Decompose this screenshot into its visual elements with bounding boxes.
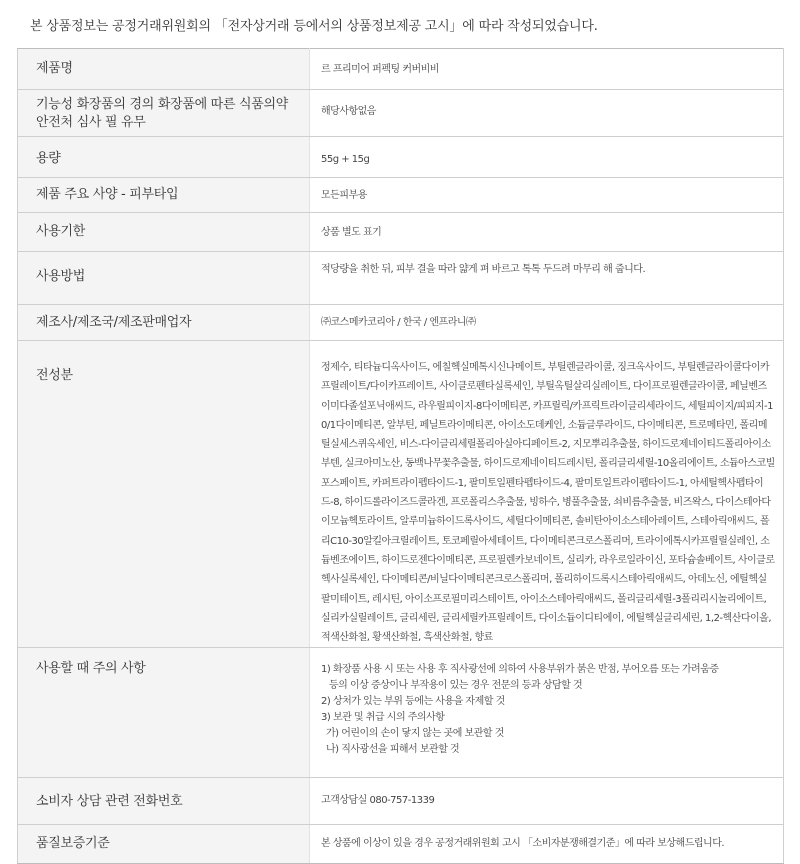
row-value-cell	[310, 778, 784, 825]
row-label-cell	[18, 825, 310, 864]
table-row-contact	[18, 778, 784, 825]
row-value-cell	[310, 648, 784, 778]
table-row-ingredients	[18, 341, 784, 648]
row-value-cell	[310, 213, 784, 252]
row-label: 제품명	[36, 61, 73, 76]
row-value-cell	[310, 137, 784, 178]
caution-line: 등의 이상 증상이나 부작용이 있는 경우 전문의 등과 상담할 것	[329, 680, 583, 692]
row-label: 소비자 상담 관련 전화번호	[36, 794, 183, 810]
row-value: 모든피부용	[321, 190, 367, 201]
row-value: 본 상품에 이상이 있을 경우 공정거래위원회 고시 「소비자분쟁해결기준」에 따라 보상해드립니다.	[321, 838, 725, 850]
row-label-cell	[18, 778, 310, 825]
table-row-capacity	[18, 137, 784, 178]
row-label: 제품 주요 사양 - 피부타입	[36, 187, 179, 202]
row-value-cell	[310, 178, 784, 213]
row-label-cell	[18, 252, 310, 305]
row-label: 제조사/제조국/제조판매업자	[36, 315, 192, 330]
table-row-expiry	[18, 213, 784, 252]
row-value: 적당량을 취한 뒤, 피부 결을 따라 얇게 펴 바르고 톡톡 두드려 마무리 해 줍니다.	[321, 264, 646, 275]
row-label-cell	[18, 341, 310, 648]
row-label: 사용할 때 주의 사항	[36, 661, 146, 677]
row-label: 용량	[36, 151, 61, 166]
table-row-warranty	[18, 825, 784, 864]
row-label-cell	[18, 49, 310, 90]
table-row-product-name	[18, 49, 784, 90]
row-label-cell	[18, 90, 310, 137]
row-label: 기능성 화장품의 경의 화장품에 따른 식품의약 안전처 심사 필 유무	[36, 97, 289, 130]
caution-line: 가) 어린이의 손이 닿지 않는 곳에 보관할 것	[326, 728, 504, 740]
table-row-usage	[18, 252, 784, 305]
row-label: 품질보증기준	[36, 836, 110, 852]
table-row-functional-cosmetic	[18, 90, 784, 137]
caution-line: 1) 화장품 사용 시 또는 사용 후 직사광선에 의하여 사용부위가 붉은 반점, 부어오름 또는 가려움증	[321, 664, 719, 676]
row-value: 상품 별도 표기	[321, 227, 382, 238]
row-value: 고객상담실 080-757-1339	[321, 795, 435, 807]
caution-line: 2) 상처가 있는 부위 등에는 사용을 자제할 것	[321, 696, 505, 708]
notice-text: 본 상품정보는 공정거래위원회의 「전자상거래 등에서의 상품정보제공 고시」에 따라 작성되었습니다.	[30, 19, 598, 34]
row-label-cell	[18, 305, 310, 341]
row-value-cell	[310, 305, 784, 341]
row-value-cell	[310, 825, 784, 864]
row-value: 55g + 15g	[321, 154, 370, 165]
row-label-cell	[18, 178, 310, 213]
row-label-cell	[18, 137, 310, 178]
row-label-cell	[18, 648, 310, 778]
table-row-manufacturer	[18, 305, 784, 341]
row-value-cell	[310, 49, 784, 90]
ingredients-text: 정제수, 티타늄디옥사이드, 에칠헥실메톡시신나메이트, 부틸렌글라이콜, 징크옥사이드, 부틸렌글라이콜다이카프릴레이트/다이카프레이트, 사이클로펜타실록세인, 부틸옥틸살리실레이트, 다이프로필렌글라이콜, 페닐벤즈이미다졸설포닉애씨드, 라우릴피이지-8다이메티콘, 카프릴릭/카프릭트라이글리세라이드, 세틸피이지/피피지-10/1다이메티콘, 알부틴, 페닐트라이메티콘, 아이소도데케인, 소듐글루라이드, 다이메티콘, 트로메타민, 폴리메틸실세스퀴옥세인, 비스-다이글리세릴폴리아실아디페이트-2, 지모뿌리추출물, 하이드로제네이티드폴리아이소부텐, 실크아미노산, 동백나무꽃추출물, 하이드로제네이티드레시틴, 폴리글리세릴-10올리에이트, 소듐아스코빌포스페이트, 카퍼트라이펩타이드-1, 팔미토일펜타펩타이드-4, 팔미토일트라이펩타이드-1, 아세틸헥사펩타이드-8, 하이드롤라이즈드콜라겐, 프로폴리스추출물, 빙하수, 병풀추출물, 쇠비름추출물, 비즈왁스, 다이스테아다이모늄헥토라이트, 알루미늄하이드록사이드, 세틸다이메티콘, 솔비탄아이소스테아레이트, 스테아릭애씨드, 폴리C10-30알킬아크릴레이트, 토코페릴아세테이트, 다이메티콘크로스폴리머, 트라이에톡시카프릴릴실레인, 소듐벤조에이트, 하이드로젠다이메티콘, 프로필렌카보네이트, 실리카, 라우로일라이신, 포타슘솔베이트, 사이클로헥사실록세인, 다이메티콘/비닐다이메티콘크로스폴리머, 폴리하이드록시스테아릭애씨드, 아데노신, 에틸헥실팔미테이트, 레시틴, 아이소프로필미리스테이트, 아이소스테아릭애씨드, 폴리글리세릴-3폴리리시놀리에이트, 실리카실릴레이트, 글리세린, 글리세릴카프릴레이트, 다이소듐이디티에이, 에틸헥실글리세린, 1,2-헥산다이올, 적색산화철, 황색산화철, 흑색산화철, 향료	[321, 362, 775, 644]
caution-line: 나) 직사광선을 피해서 보관할 것	[326, 744, 460, 756]
table-row-skin-type	[18, 178, 784, 213]
row-label: 전성분	[36, 368, 73, 383]
row-value-cell	[310, 341, 784, 648]
row-value-cell	[310, 90, 784, 137]
product-info-table	[17, 48, 784, 864]
table-row-caution	[18, 648, 784, 778]
row-label: 사용기한	[36, 224, 86, 239]
row-label: 사용방법	[36, 269, 86, 284]
row-value: ㈜코스메카코리아 / 한국 / 엔프라니㈜	[321, 317, 476, 328]
row-value: 르 프리미어 퍼펙팅 커버비비	[321, 64, 439, 75]
row-label-cell	[18, 213, 310, 252]
row-value-cell	[310, 252, 784, 305]
row-value: 해당사항없음	[321, 106, 376, 117]
caution-line: 3) 보관 및 취급 시의 주의사항	[321, 712, 445, 724]
